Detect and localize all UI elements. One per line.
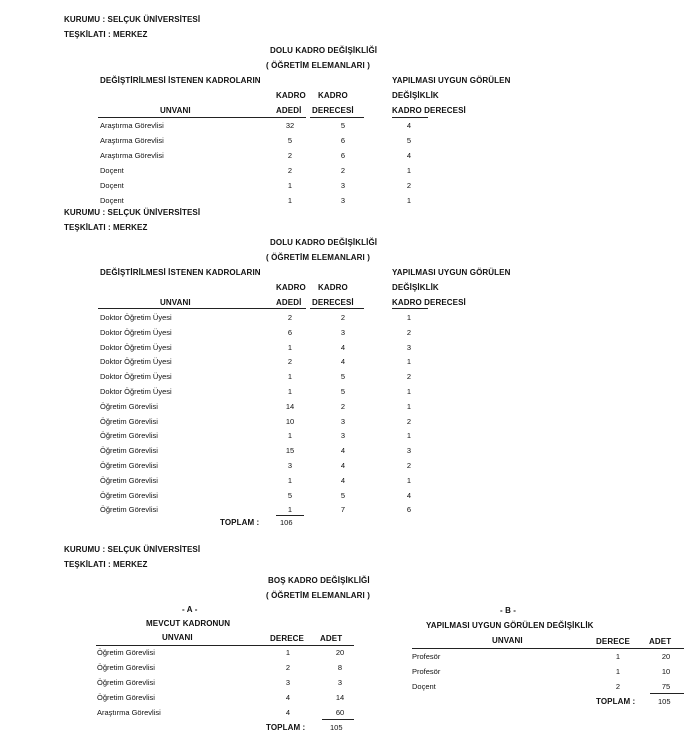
column-header: ADEDİ [276, 298, 302, 307]
row-adet: 10 [661, 666, 671, 676]
row-derece: 2 [340, 401, 346, 411]
row-derece: 7 [340, 505, 346, 515]
column-header-unvan: UNVANI [160, 298, 191, 307]
row-derece: 5 [340, 387, 346, 396]
row-unvan: Araştırma Görevlisi [100, 151, 164, 160]
right-heading: DEĞİŞİKLİK [392, 283, 439, 292]
divider [392, 117, 428, 118]
row-adet: 60 [335, 708, 345, 717]
right-heading: KADRO DERECESİ [392, 298, 466, 307]
row-new-derece: 2 [406, 461, 412, 470]
row-new-derece: 1 [406, 357, 412, 367]
row-unvan: Öğretim Görevlisi [100, 446, 158, 456]
row-new-derece: 1 [406, 166, 412, 175]
row-unvan: Öğretim Görevlisi [100, 475, 158, 485]
row-adet: 1 [287, 431, 293, 441]
row-derece: 6 [340, 136, 346, 145]
row-unvan: Profesör [412, 652, 441, 661]
institution-label: KURUMU : SELÇUK ÜNİVERSİTESİ [64, 15, 201, 24]
row-derece: 2 [340, 166, 346, 175]
row-derece: 5 [340, 490, 346, 500]
row-unvan: Öğretim Görevlisi [97, 678, 155, 687]
row-adet: 1 [287, 475, 293, 485]
row-unvan: Öğretim Görevlisi [100, 401, 158, 411]
row-unvan: Doktor Öğretim Üyesi [100, 327, 172, 337]
row-adet: 14 [285, 401, 295, 411]
row-new-derece: 2 [406, 372, 412, 382]
divider [98, 308, 306, 309]
row-new-derece: 4 [406, 490, 412, 500]
row-adet: 1 [287, 342, 293, 352]
section-title: DOLU KADRO DEĞİŞİKLİĞİ [270, 46, 378, 55]
row-new-derece: 4 [406, 151, 412, 160]
right-heading: YAPILMASI UYGUN GÖRÜLEN [392, 76, 511, 85]
row-unvan: Araştırma Görevlisi [100, 121, 164, 130]
row-adet: 1 [287, 196, 293, 205]
row-new-derece: 5 [406, 136, 412, 145]
row-adet: 15 [285, 446, 295, 456]
row-derece: 5 [340, 121, 346, 130]
column-header-unvan: UNVANI [162, 633, 193, 642]
row-derece: 2 [285, 663, 291, 672]
row-adet: 75 [661, 681, 671, 691]
row-new-derece: 1 [406, 431, 412, 441]
row-new-derece: 3 [406, 446, 412, 456]
row-derece: 1 [285, 648, 291, 657]
row-derece: 3 [340, 327, 346, 337]
row-new-derece: 1 [406, 313, 412, 322]
row-new-derece: 6 [406, 505, 412, 515]
row-adet: 3 [287, 461, 293, 470]
row-adet: 2 [287, 151, 293, 160]
row-unvan: Doçent [100, 166, 124, 175]
row-adet: 20 [335, 648, 345, 657]
total-divider [276, 515, 304, 516]
column-header: KADRO [318, 91, 348, 100]
row-new-derece: 1 [406, 387, 412, 396]
row-adet: 1 [287, 372, 293, 382]
total-label: TOPLAM : [220, 518, 260, 527]
row-adet: 6 [287, 327, 293, 337]
row-new-derece: 2 [406, 327, 412, 337]
section-title: BOŞ KADRO DEĞİŞİKLİĞİ [268, 576, 370, 585]
row-adet: 2 [287, 166, 293, 175]
row-adet: 8 [337, 663, 343, 672]
section-subtitle: ( ÖĞRETİM ELEMANLARI ) [266, 591, 370, 600]
part-b-heading: YAPILMASI UYGUN GÖRÜLEN DEĞİŞİKLİK [426, 621, 594, 630]
divider [310, 117, 364, 118]
total-value: 105 [658, 697, 671, 706]
row-new-derece: 1 [406, 401, 412, 411]
row-derece: 3 [285, 678, 291, 687]
row-adet: 1 [287, 181, 293, 190]
row-new-derece: 2 [406, 181, 412, 190]
organization-label: TEŞKİLATI : MERKEZ [64, 223, 148, 232]
row-unvan: Öğretim Görevlisi [100, 431, 158, 441]
column-header: ADET [320, 634, 343, 643]
row-adet: 3 [337, 678, 343, 687]
section-title: DOLU KADRO DEĞİŞİKLİĞİ [270, 238, 378, 247]
divider [310, 308, 364, 309]
column-header: KADRO [318, 283, 348, 292]
row-unvan: Doçent [100, 196, 124, 205]
row-adet: 5 [287, 490, 293, 500]
total-divider [322, 719, 354, 720]
row-unvan: Araştırma Görevlisi [97, 708, 161, 717]
left-heading: DEĞİŞTİRİLMESİ İSTENEN KADROLARIN [100, 76, 261, 85]
row-derece: 6 [340, 151, 346, 160]
row-derece: 4 [285, 708, 291, 717]
row-unvan: Araştırma Görevlisi [100, 136, 164, 145]
row-adet: 20 [661, 652, 671, 661]
row-adet: 2 [287, 357, 293, 367]
row-unvan: Doçent [100, 181, 124, 190]
right-heading: YAPILMASI UYGUN GÖRÜLEN [392, 268, 511, 277]
row-new-derece: 1 [406, 196, 412, 205]
row-derece: 3 [340, 416, 346, 426]
column-header: KADRO [276, 91, 306, 100]
column-header: DERECE [596, 637, 630, 646]
part-a-heading: MEVCUT KADRONUN [146, 619, 231, 628]
row-unvan: Doçent [412, 681, 436, 691]
row-unvan: Profesör [412, 666, 441, 676]
row-derece: 4 [340, 446, 346, 456]
organization-label: TEŞKİLATI : MERKEZ [64, 30, 148, 39]
institution-label: KURUMU : SELÇUK ÜNİVERSİTESİ [64, 208, 201, 217]
row-adet: 10 [285, 416, 295, 426]
total-value: 106 [280, 518, 293, 527]
row-unvan: Doktor Öğretim Üyesi [100, 387, 172, 396]
column-header: DERECESİ [312, 106, 354, 115]
row-unvan: Öğretim Görevlisi [100, 416, 158, 426]
row-derece: 4 [285, 693, 291, 702]
right-heading: KADRO DERECESİ [392, 106, 466, 115]
row-unvan: Öğretim Görevlisi [97, 663, 155, 672]
row-derece: 5 [340, 372, 346, 382]
column-header-unvan: UNVANI [492, 636, 523, 645]
row-derece: 3 [340, 181, 346, 190]
row-unvan: Doktor Öğretim Üyesi [100, 357, 172, 367]
total-label: TOPLAM : [596, 697, 636, 706]
column-header: ADET [649, 637, 672, 646]
row-new-derece: 1 [406, 475, 412, 485]
row-derece: 3 [340, 196, 346, 205]
column-header: DERECESİ [312, 298, 354, 307]
row-derece: 4 [340, 342, 346, 352]
row-derece: 1 [615, 652, 621, 661]
row-derece: 2 [615, 681, 621, 691]
row-derece: 4 [340, 461, 346, 470]
section-subtitle: ( ÖĞRETİM ELEMANLARI ) [266, 253, 370, 262]
divider [96, 645, 354, 646]
row-unvan: Öğretim Görevlisi [100, 461, 158, 470]
row-adet: 2 [287, 313, 293, 322]
row-unvan: Öğretim Görevlisi [97, 693, 155, 702]
row-adet: 14 [335, 693, 345, 702]
organization-label: TEŞKİLATI : MERKEZ [64, 560, 148, 569]
column-header: KADRO [276, 283, 306, 292]
row-unvan: Doktor Öğretim Üyesi [100, 372, 172, 382]
divider [392, 308, 428, 309]
total-label: TOPLAM : [266, 723, 306, 732]
column-header-unvan: UNVANI [160, 106, 191, 115]
row-adet: 5 [287, 136, 293, 145]
column-header: DERECE [270, 634, 304, 643]
row-unvan: Öğretim Görevlisi [100, 490, 158, 500]
row-derece: 1 [615, 666, 621, 676]
section-subtitle: ( ÖĞRETİM ELEMANLARI ) [266, 61, 370, 70]
part-b-label: - B - [500, 606, 517, 615]
row-derece: 4 [340, 357, 346, 367]
left-heading: DEĞİŞTİRİLMESİ İSTENEN KADROLARIN [100, 268, 261, 277]
row-new-derece: 2 [406, 416, 412, 426]
total-value: 105 [330, 723, 343, 732]
row-unvan: Öğretim Görevlisi [100, 505, 158, 515]
row-adet: 32 [285, 121, 295, 130]
part-a-label: - A - [182, 605, 198, 614]
divider [98, 117, 306, 118]
row-new-derece: 3 [406, 342, 412, 352]
row-derece: 4 [340, 475, 346, 485]
row-new-derece: 4 [406, 121, 412, 130]
row-adet: 1 [287, 505, 293, 515]
divider [412, 648, 684, 649]
right-heading: DEĞİŞİKLİK [392, 91, 439, 100]
total-divider [650, 693, 684, 694]
row-unvan: Doktor Öğretim Üyesi [100, 342, 172, 352]
row-derece: 3 [340, 431, 346, 441]
row-derece: 2 [340, 313, 346, 322]
row-unvan: Doktor Öğretim Üyesi [100, 313, 172, 322]
row-adet: 1 [287, 387, 293, 396]
institution-label: KURUMU : SELÇUK ÜNİVERSİTESİ [64, 545, 201, 554]
row-unvan: Öğretim Görevlisi [97, 648, 155, 657]
column-header: ADEDİ [276, 106, 302, 115]
